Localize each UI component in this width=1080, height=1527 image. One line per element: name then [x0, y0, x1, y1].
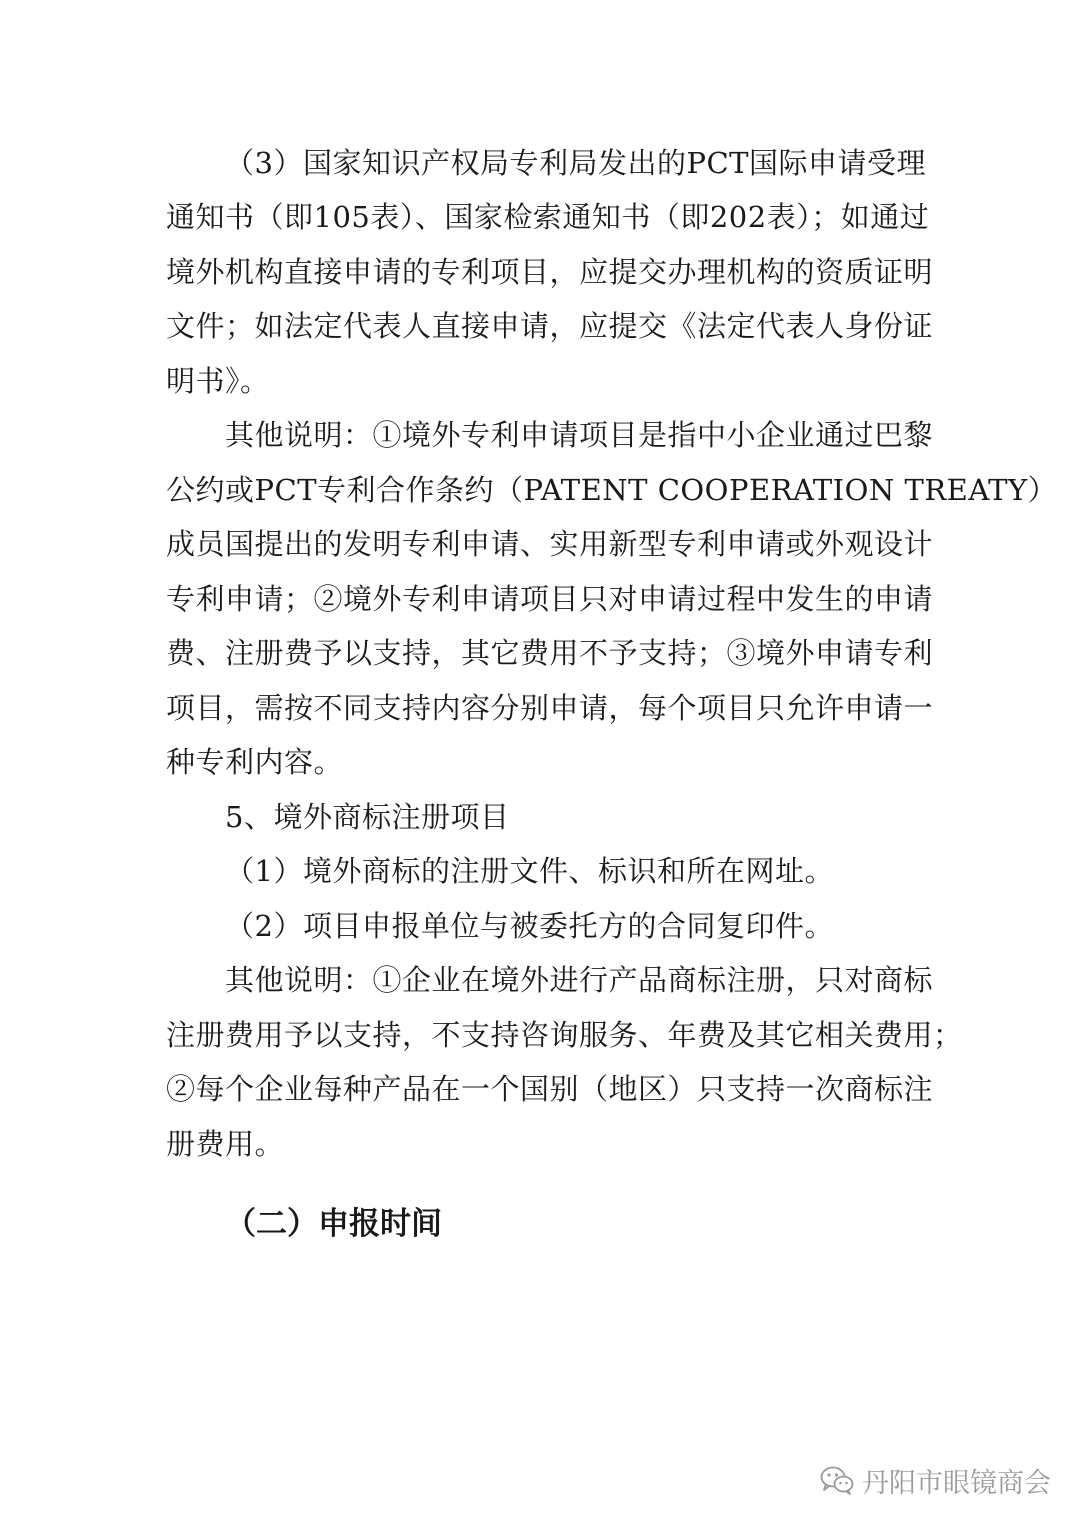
paragraph-line: 境外机构直接申请的专利项目，应提交办理机构的资质证明 — [166, 255, 934, 289]
paragraph-line: 通知书（即105表）、国家检索通知书（即202表）；如通过 — [166, 200, 930, 234]
paragraph-line: 册费用。 — [166, 1127, 285, 1161]
paragraph-line: 注册费用予以支持，不支持咨询服务、年费及其它相关费用； — [166, 1018, 963, 1052]
paragraph-line: ②每个企业每种产品在一个国别（地区）只支持一次商标注 — [166, 1072, 934, 1106]
watermark — [820, 1458, 1051, 1502]
paragraph-line: 专利申请；②境外专利申请项目只对申请过程中发生的申请 — [166, 582, 934, 616]
paragraph-line: 其他说明：①境外专利申请项目是指中小企业通过巴黎 — [225, 418, 934, 452]
list-item: （1）境外商标的注册文件、标识和所在网址。 — [225, 854, 834, 888]
paragraph-line: 种专利内容。 — [166, 745, 344, 779]
section-heading: （二）申报时间 — [225, 1206, 442, 1242]
paragraph-line: 项目，需按不同支持内容分别申请，每个项目只允许申请一 — [166, 691, 934, 725]
paragraph-line: 明书》。 — [166, 364, 270, 398]
paragraph-line: 其他说明：①企业在境外进行产品商标注册，只对商标 — [225, 963, 934, 997]
paragraph-line: 公约或PCT专利合作条约（PATENT COOPERATION TREATY） — [166, 473, 1058, 507]
paragraph-line: 成员国提出的发明专利申请、实用新型专利申请或外观设计 — [166, 527, 934, 561]
paragraph-line: （3）国家知识产权局专利局发出的PCT国际申请受理 — [225, 146, 926, 180]
paragraph-line: 费、注册费予以支持，其它费用不予支持；③境外申请专利 — [166, 636, 934, 670]
list-heading: 5、境外商标注册项目 — [225, 800, 510, 834]
paragraph-line: 文件；如法定代表人直接申请，应提交《法定代表人身份证 — [166, 309, 934, 343]
watermark-text: 丹阳市眼镜商会 — [862, 1467, 1051, 1499]
list-item: （2）项目申报单位与被委托方的合同复印件。 — [225, 909, 834, 943]
wechat-icon — [820, 1465, 854, 1495]
